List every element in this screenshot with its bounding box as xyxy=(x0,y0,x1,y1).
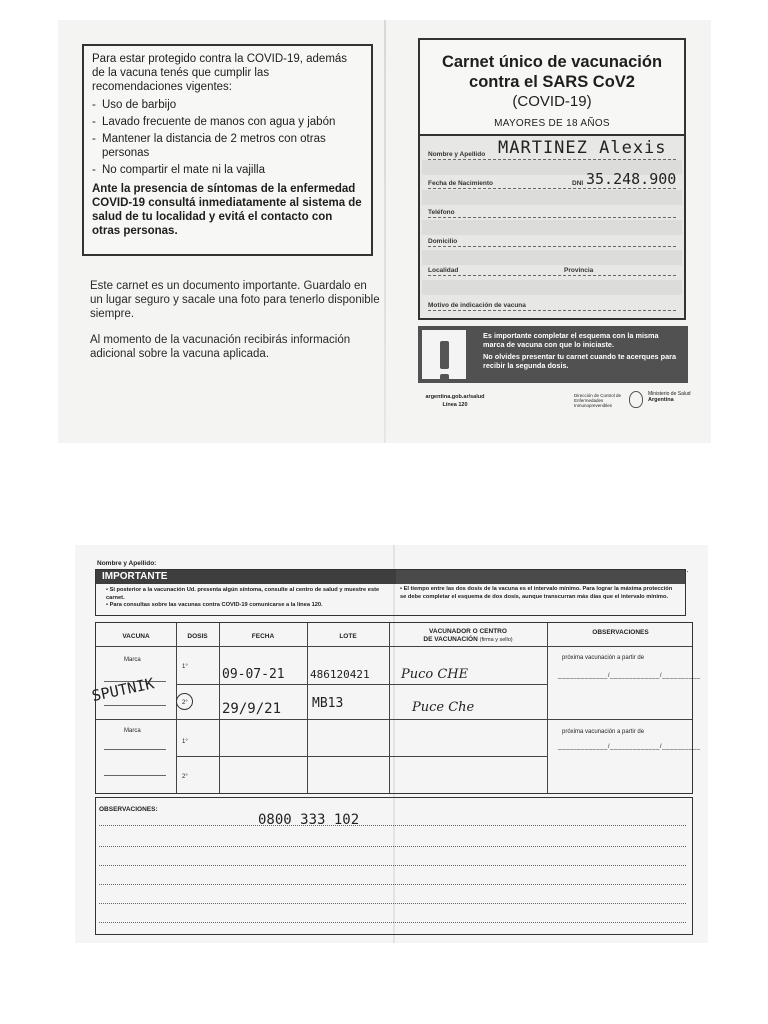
phone-label: Teléfono xyxy=(428,209,455,216)
ministry-text xyxy=(648,391,691,403)
table-divider xyxy=(219,623,220,793)
ministry-name: Ministerio de Salud xyxy=(648,391,691,397)
lot-dose-1: 486120421 xyxy=(310,668,370,681)
observation-line xyxy=(99,884,686,885)
important-left-line2: • Para consultas sobre las vacunas contra COVID-19 comunicarse a la línea 120. xyxy=(106,602,323,608)
second-dose-alert xyxy=(418,326,688,383)
center-dose-1: Puco CHE xyxy=(401,667,469,682)
fold-line xyxy=(384,20,386,443)
important-header-bar xyxy=(396,570,685,584)
card-title-line2: contra el SARS CoV2 xyxy=(469,73,635,91)
personal-data-form xyxy=(418,134,686,320)
important-document-text: Este carnet es un documento importante. Guardalo en un lugar seguro y sacale una foto para tenerlo disponible siempre. xyxy=(90,280,380,320)
reason-field[interactable] xyxy=(428,299,676,311)
vaccination-card-front xyxy=(58,20,711,443)
alert-text xyxy=(483,332,680,370)
back-name-label: Nombre y Apellido: xyxy=(97,560,157,567)
dose-2-circle-mark xyxy=(176,693,193,710)
card-title-line3: (COVID-19) xyxy=(512,93,592,110)
brand-label: Marca xyxy=(124,657,141,663)
header-vacunador-note: (firma y sello) xyxy=(479,637,513,643)
table-divider xyxy=(176,684,547,685)
dose-2: 2° xyxy=(182,700,188,706)
country-name: Argentina xyxy=(648,397,674,403)
header-vacunador xyxy=(389,628,547,644)
phone-line: Línea 120 xyxy=(442,402,468,408)
next-vaccination-blank: _____________/_____________/__________ xyxy=(558,673,701,679)
name-value: MARTINEZ Alexis xyxy=(498,138,667,158)
header-observaciones: OBSERVACIONES xyxy=(592,629,649,636)
brand-line xyxy=(104,749,166,750)
form-stripe xyxy=(422,220,682,235)
recommendation-item: - Lavado frecuente de manos con agua y jabón xyxy=(92,115,363,129)
form-stripe xyxy=(422,190,682,205)
website-link[interactable]: argentina.gob.ar/salud xyxy=(425,394,485,400)
symptoms-warning: Ante la presencia de síntomas de la enfermedad COVID-19 consultá inmediatamente al sistema de salud de tu localidad y evitá el contacto con otras personas. xyxy=(92,183,362,237)
address-field[interactable] xyxy=(428,235,676,247)
date-dose-1: 09-07-21 xyxy=(222,667,285,682)
vaccination-card-back xyxy=(75,545,708,943)
direction-text: Dirección de Control de Enfermedades Inmunoprevenibles xyxy=(574,393,622,408)
important-left-line1: • Si posterior a la vacunación Ud. presenta algún síntoma, consulte al centro de salud y muestre este carnet. xyxy=(106,587,380,601)
important-title: IMPORTANTE xyxy=(96,570,396,584)
brand-line xyxy=(104,775,166,776)
exclamation-icon xyxy=(422,330,466,379)
recommendation-item: - Uso de barbijo xyxy=(92,98,363,112)
brand-handwritten: SPUTNIK xyxy=(90,674,156,705)
table-divider xyxy=(307,623,308,793)
important-right-text: • El tiempo entre las dos dosis de la vacuna es el intervalo mínimo. Para lograr la máxima protección se debe completar el esquema de dos dosis, aunque transcurran más días que el intervalo mínimo. xyxy=(400,586,673,600)
center-dose-2: Puce Che xyxy=(412,700,475,715)
next-vaccination-label: próxima vacunación a partir de xyxy=(562,655,645,661)
next-vaccination-blank: _____________/_____________/__________ xyxy=(558,744,701,750)
observation-line xyxy=(99,865,686,866)
ministry-seal-icon xyxy=(629,391,643,408)
table-divider xyxy=(96,719,692,720)
important-left-text xyxy=(106,587,386,610)
date-dose-2: 29/9/21 xyxy=(222,701,282,717)
important-box xyxy=(95,569,686,616)
footer-web xyxy=(418,393,492,409)
table-divider xyxy=(389,623,390,793)
header-vacuna: VACUNA xyxy=(122,633,150,640)
city-field[interactable] xyxy=(428,264,676,276)
additional-info-text: Al momento de la vacunación recibirás información adicional sobre la vacuna aplicada. xyxy=(90,334,351,360)
card-title xyxy=(420,52,684,92)
recommendation-item: - No compartir el mate ni la vajilla xyxy=(92,163,363,177)
header-vacunador-line1: VACUNADOR O CENTRO xyxy=(429,628,507,635)
province-label: Provincia xyxy=(564,267,594,274)
brand-label: Marca xyxy=(124,728,141,734)
recommendation-item: - Mantener la distancia de 2 metros con otras personas xyxy=(92,132,363,160)
brand-line xyxy=(104,705,166,706)
alert-line2: No olvides presentar tu carnet cuando te acerques para recibir la segunda dosis. xyxy=(483,352,677,370)
card-subtitle: MAYORES DE 18 AÑOS xyxy=(494,118,610,129)
dni-value: 35.248.900 xyxy=(586,170,677,188)
city-label: Localidad xyxy=(428,267,459,274)
observation-line xyxy=(99,846,686,847)
dose-2: 2° xyxy=(182,774,188,780)
recommendations-box xyxy=(82,44,373,256)
header-fecha: FECHA xyxy=(251,633,275,640)
table-divider xyxy=(176,756,547,757)
table-divider xyxy=(176,623,177,793)
name-label: Nombre y Apellido xyxy=(428,151,486,158)
header-dosis: DOSIS xyxy=(187,633,208,640)
observations-title: OBSERVACIONES: xyxy=(99,806,158,813)
phone-field[interactable] xyxy=(428,206,676,218)
observations-handwritten: 0800 333 102 xyxy=(258,812,360,828)
form-stripe xyxy=(422,250,682,265)
next-vaccination-label: próxima vacunación a partir de xyxy=(562,729,645,735)
header-vacunador-line2 xyxy=(389,636,547,644)
header-lote: LOTE xyxy=(339,633,357,640)
dni-label: DNI xyxy=(572,180,584,187)
recommendations-list xyxy=(92,98,363,177)
address-label: Domicilio xyxy=(428,238,458,245)
table-divider xyxy=(96,646,692,647)
header-vacunador-line2-text: DE VACUNACIÓN xyxy=(423,636,478,643)
reason-label: Motivo de indicación de vacuna xyxy=(428,302,526,309)
table-divider xyxy=(547,623,548,793)
vaccination-table xyxy=(90,622,701,794)
observation-line xyxy=(99,922,686,923)
alert-line1: Es importante completar el esquema con la misma marca de vacuna con que lo iniciaste. xyxy=(483,331,659,349)
observation-line xyxy=(99,825,686,826)
recommendations-intro: Para estar protegido contra la COVID-19, además de la vacuna tenés que cumplir las recomendaciones vigentes: xyxy=(92,53,348,93)
observations-box xyxy=(95,797,693,935)
dose-1: 1° xyxy=(182,739,188,745)
lot-dose-2: MB13 xyxy=(312,696,344,711)
card-title-line1: Carnet único de vacunación xyxy=(441,53,663,71)
birth-label: Fecha de Nacimiento xyxy=(428,180,494,187)
card-title-box xyxy=(418,38,686,134)
dose-1: 1° xyxy=(182,664,188,670)
observation-line xyxy=(99,903,686,904)
form-stripe xyxy=(422,280,682,295)
